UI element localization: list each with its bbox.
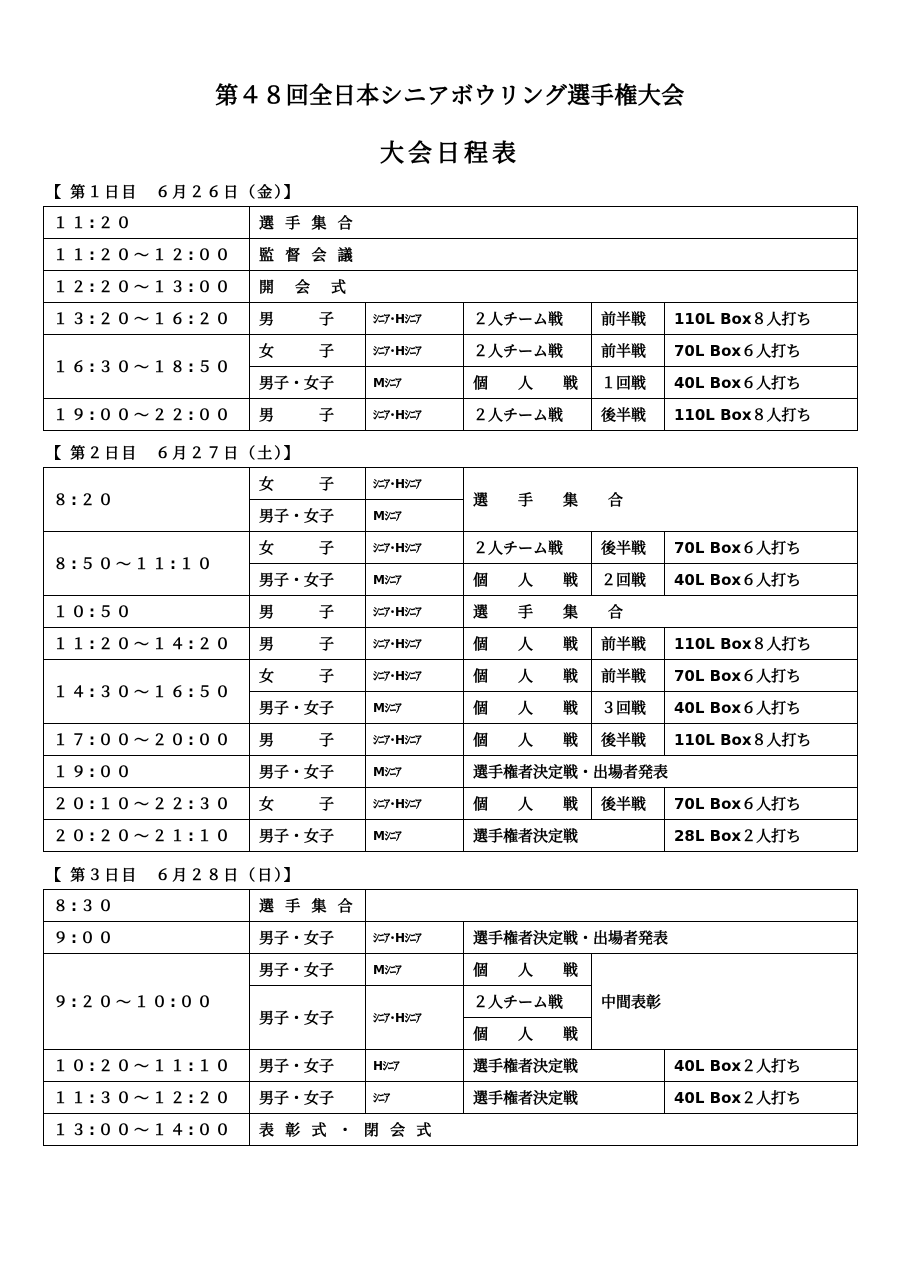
gender-cell: 男子・女子: [250, 367, 366, 399]
gender-cell: 男子・女子: [250, 1082, 366, 1114]
lane-cell: 70L Box６人打ち: [665, 788, 858, 820]
table-row: [44, 239, 858, 271]
gender-cell: 男子・女子: [250, 500, 366, 532]
gender-cell: 男 子: [250, 399, 366, 431]
format-cell: 選手権者決定戦: [464, 820, 665, 852]
table-row: [44, 756, 858, 788]
time-cell: １６:３０～１８:５０: [44, 335, 250, 399]
format-cell: 個 人 戦: [464, 724, 592, 756]
day2-schedule-table: [43, 467, 858, 852]
round-cell: 後半戦: [592, 724, 665, 756]
gender-cell: 男子・女子: [250, 756, 366, 788]
event-cell: 開 会 式: [250, 271, 858, 303]
time-cell: １０:２０～１１:１０: [44, 1050, 250, 1082]
gender-cell: 男子・女子: [250, 1050, 366, 1082]
format-cell: 個 人 戦: [464, 660, 592, 692]
format-cell: 個 人 戦: [464, 367, 592, 399]
table-row: [44, 788, 858, 820]
table-row: [44, 532, 858, 564]
gender-cell: 男 子: [250, 596, 366, 628]
category-cell: ｼﾆｱ･Hｼﾆｱ: [366, 986, 464, 1050]
time-cell: ２０:１０～２２:３０: [44, 788, 250, 820]
format-cell: 個 人 戦: [464, 1018, 592, 1050]
table-row: [44, 207, 858, 239]
category-cell: Hｼﾆｱ: [366, 1050, 464, 1082]
event-cell: 表 彰 式 ・ 閉 会 式: [250, 1114, 858, 1146]
award-cell: 中間表彰: [592, 954, 858, 1050]
table-row: [44, 1082, 858, 1114]
day2-heading: 【 第２日目 ６月２７日（土）】: [46, 444, 301, 462]
document-title: 第４８回全日本シニアボウリング選手権大会: [215, 83, 685, 109]
round-cell: ３回戦: [592, 692, 665, 724]
table-row: [44, 660, 858, 692]
table-row: [44, 303, 858, 335]
time-cell: １４:３０～１６:５０: [44, 660, 250, 724]
category-cell: ｼﾆｱ･Hｼﾆｱ: [366, 788, 464, 820]
time-cell: ９:２０～１０:００: [44, 954, 250, 1050]
time-cell: ８:３０: [44, 890, 250, 922]
gender-cell: 男子・女子: [250, 954, 366, 986]
lane-cell: 110L Box８人打ち: [665, 628, 858, 660]
format-cell: 選手権者決定戦: [464, 1050, 665, 1082]
category-cell: ｼﾆｱ･Hｼﾆｱ: [366, 303, 464, 335]
format-cell: ２人チーム戦: [464, 986, 592, 1018]
table-row: [44, 1050, 858, 1082]
event-cell: 選 手 集 合: [464, 468, 858, 532]
category-cell: Mｼﾆｱ: [366, 756, 464, 788]
gender-cell: 男子・女子: [250, 692, 366, 724]
time-cell: １１:２０～１４:２０: [44, 628, 250, 660]
lane-cell: 28L Box２人打ち: [665, 820, 858, 852]
time-cell: １３:２０～１６:２０: [44, 303, 250, 335]
round-cell: 前半戦: [592, 335, 665, 367]
event-cell: 監 督 会 議: [250, 239, 858, 271]
category-cell: Mｼﾆｱ: [366, 564, 464, 596]
time-cell: １１:２０～１２:００: [44, 239, 250, 271]
lane-cell: 110L Box８人打ち: [665, 303, 858, 335]
round-cell: １回戦: [592, 367, 665, 399]
time-cell: １０:５０: [44, 596, 250, 628]
table-row: [44, 468, 858, 500]
category-cell: Mｼﾆｱ: [366, 820, 464, 852]
gender-cell: 男 子: [250, 628, 366, 660]
table-row: [44, 628, 858, 660]
lane-cell: 40L Box６人打ち: [665, 692, 858, 724]
format-cell: ２人チーム戦: [464, 335, 592, 367]
event-cell: 選 手 集 合: [464, 596, 858, 628]
lane-cell: 40L Box２人打ち: [665, 1082, 858, 1114]
gender-cell: 女 子: [250, 335, 366, 367]
day3-heading: 【 第３日目 ６月２８日（日）】: [46, 866, 301, 884]
event-cell: 選 手 集 合: [250, 207, 858, 239]
table-row: [44, 922, 858, 954]
time-cell: ８:２０: [44, 468, 250, 532]
category-cell: ｼﾆｱ: [366, 1082, 464, 1114]
table-row: [44, 271, 858, 303]
time-cell: １９:００～２２:００: [44, 399, 250, 431]
round-cell: ２回戦: [592, 564, 665, 596]
gender-cell: 男子・女子: [250, 922, 366, 954]
day1-schedule-table: [43, 206, 858, 431]
format-cell: 個 人 戦: [464, 564, 592, 596]
category-cell: ｼﾆｱ･Hｼﾆｱ: [366, 399, 464, 431]
time-cell: ８:５０～１１:１０: [44, 532, 250, 596]
category-cell: Mｼﾆｱ: [366, 954, 464, 986]
time-cell: １１:３０～１２:２０: [44, 1082, 250, 1114]
format-cell: 個 人 戦: [464, 628, 592, 660]
category-cell: ｼﾆｱ･Hｼﾆｱ: [366, 660, 464, 692]
gender-cell: 男子・女子: [250, 564, 366, 596]
time-cell: １３:００～１４:００: [44, 1114, 250, 1146]
table-row: [44, 399, 858, 431]
event-cell: 選手権者決定戦・出場者発表: [464, 756, 858, 788]
round-cell: 前半戦: [592, 303, 665, 335]
category-cell: ｼﾆｱ･Hｼﾆｱ: [366, 335, 464, 367]
lane-cell: 70L Box６人打ち: [665, 660, 858, 692]
gender-cell: 男 子: [250, 724, 366, 756]
format-cell: 選手権者決定戦: [464, 1082, 665, 1114]
event-cell: 選手権者決定戦・出場者発表: [464, 922, 858, 954]
format-cell: 個 人 戦: [464, 692, 592, 724]
time-cell: １２:２０～１３:００: [44, 271, 250, 303]
table-row: [44, 1114, 858, 1146]
category-cell: Mｼﾆｱ: [366, 692, 464, 724]
day1-heading: 【 第１日目 ６月２６日（金）】: [46, 183, 301, 201]
format-cell: 個 人 戦: [464, 954, 592, 986]
round-cell: 後半戦: [592, 399, 665, 431]
lane-cell: 110L Box８人打ち: [665, 399, 858, 431]
category-cell: ｼﾆｱ･Hｼﾆｱ: [366, 596, 464, 628]
time-cell: １９:００: [44, 756, 250, 788]
category-cell: ｼﾆｱ･Hｼﾆｱ: [366, 628, 464, 660]
table-row: [44, 820, 858, 852]
round-cell: 後半戦: [592, 532, 665, 564]
table-row: [44, 335, 858, 367]
round-cell: 前半戦: [592, 660, 665, 692]
category-cell: Mｼﾆｱ: [366, 367, 464, 399]
table-row: [44, 596, 858, 628]
category-cell: ｼﾆｱ･Hｼﾆｱ: [366, 922, 464, 954]
format-cell: 個 人 戦: [464, 788, 592, 820]
event-cell: 選 手 集 合: [250, 890, 366, 922]
gender-cell: 女 子: [250, 660, 366, 692]
table-row: [44, 890, 858, 922]
gender-cell: 男子・女子: [250, 820, 366, 852]
round-cell: 前半戦: [592, 628, 665, 660]
gender-cell: 男子・女子: [250, 986, 366, 1050]
format-cell: ２人チーム戦: [464, 399, 592, 431]
lane-cell: 110L Box８人打ち: [665, 724, 858, 756]
lane-cell: 70L Box６人打ち: [665, 335, 858, 367]
document-subtitle: 大会日程表: [380, 139, 520, 167]
gender-cell: 女 子: [250, 788, 366, 820]
time-cell: １１:２０: [44, 207, 250, 239]
empty-cell: [366, 890, 858, 922]
category-cell: ｼﾆｱ･Hｼﾆｱ: [366, 468, 464, 500]
lane-cell: 40L Box６人打ち: [665, 564, 858, 596]
lane-cell: 40L Box２人打ち: [665, 1050, 858, 1082]
round-cell: 後半戦: [592, 788, 665, 820]
gender-cell: 男 子: [250, 303, 366, 335]
time-cell: １７:００～２０:００: [44, 724, 250, 756]
time-cell: ９:００: [44, 922, 250, 954]
category-cell: ｼﾆｱ･Hｼﾆｱ: [366, 724, 464, 756]
lane-cell: 70L Box６人打ち: [665, 532, 858, 564]
table-row: [44, 954, 858, 986]
gender-cell: 女 子: [250, 468, 366, 500]
table-row: [44, 724, 858, 756]
gender-cell: 女 子: [250, 532, 366, 564]
format-cell: ２人チーム戦: [464, 532, 592, 564]
day3-schedule-table: [43, 889, 858, 1146]
time-cell: ２０:２０～２１:１０: [44, 820, 250, 852]
category-cell: ｼﾆｱ･Hｼﾆｱ: [366, 532, 464, 564]
category-cell: Mｼﾆｱ: [366, 500, 464, 532]
format-cell: ２人チーム戦: [464, 303, 592, 335]
lane-cell: 40L Box６人打ち: [665, 367, 858, 399]
